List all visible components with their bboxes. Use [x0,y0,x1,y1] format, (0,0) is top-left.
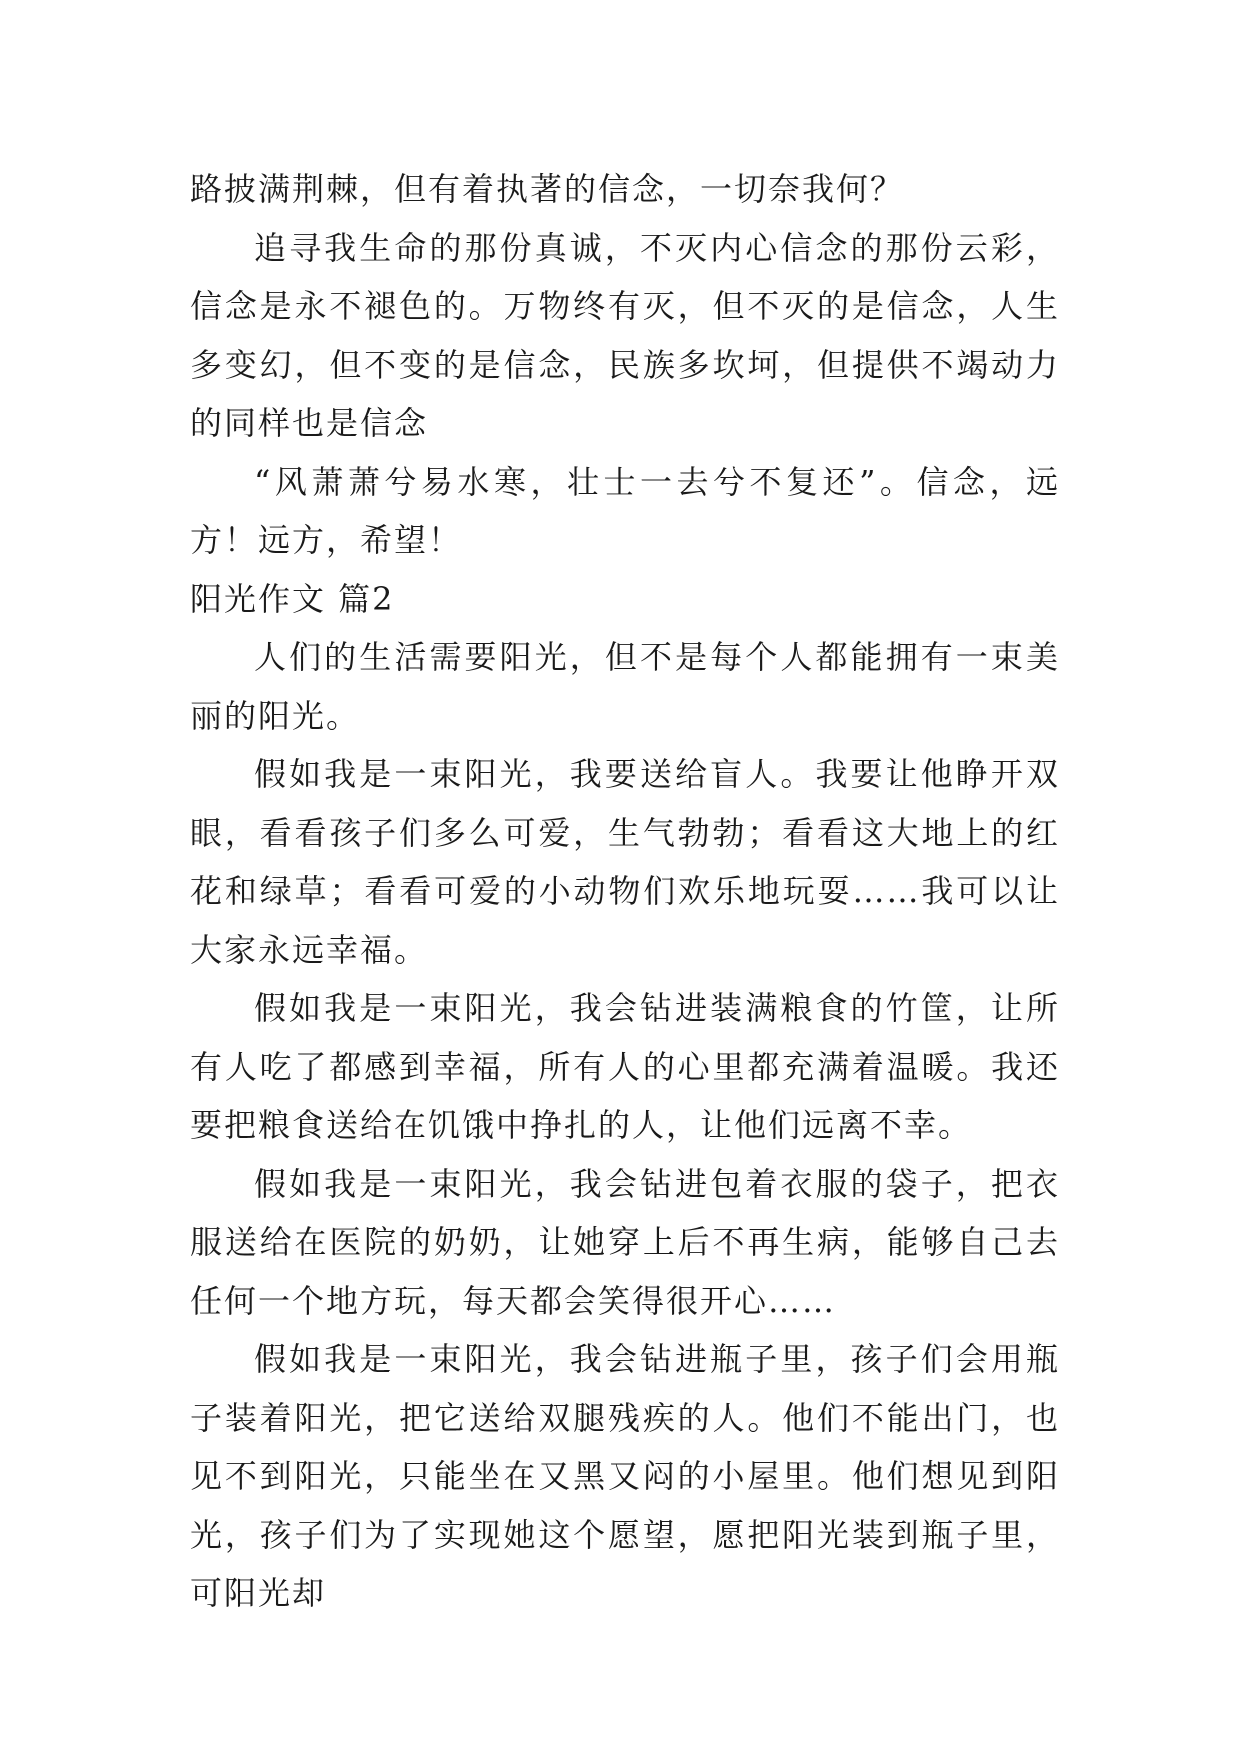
paragraph: 假如我是一束阳光，我会钻进瓶子里，孩子们会用瓶子装着阳光，把它送给双腿残疾的人。他们不能出门，也见不到阳光，只能坐在又黑又闷的小屋里。他们想见到阳光，孩子们为了实现她这个愿望，愿把阳光装到瓶子里，可阳光却 [190,1340,1060,1612]
paragraph: 人们的生活需要阳光，但不是每个人都能拥有一束美丽的阳光。 [190,638,1060,735]
paragraph: 路披满荆棘，但有着执著的信念，一切奈我何？ [190,170,905,208]
document-body [190,160,1060,1623]
paragraph: 假如我是一束阳光，我要送给盲人。我要让他睁开双眼，看看孩子们多么可爱，生气勃勃；看看这大地上的红花和绿草；看看可爱的小动物们欢乐地玩耍……我可以让大家永远幸福。 [190,755,1060,969]
paragraph: 假如我是一束阳光，我会钻进装满粮食的竹筐，让所有人吃了都感到幸福，所有人的心里都充满着温暖。我还要把粮食送给在饥饿中挣扎的人，让他们远离不幸。 [190,989,1060,1144]
paragraph: 假如我是一束阳光，我会钻进包着衣服的袋子，把衣服送给在医院的奶奶，让她穿上后不再生病，能够自己去任何一个地方玩，每天都会笑得很开心…… [190,1164,1060,1320]
paragraph: 追寻我生命的那份真诚，不灭内心信念的那份云彩，信念是永不褪色的。万物终有灭，但不灭的是信念，人生多变幻，但不变的是信念，民族多坎坷，但提供不竭动力的同样也是信念 [190,228,1060,442]
section-heading: 阳光作文 篇2 [190,579,395,618]
paragraph: “风萧萧兮易水寒，壮士一去兮不复还”。信念，远方！远方，希望！ [190,462,1060,559]
